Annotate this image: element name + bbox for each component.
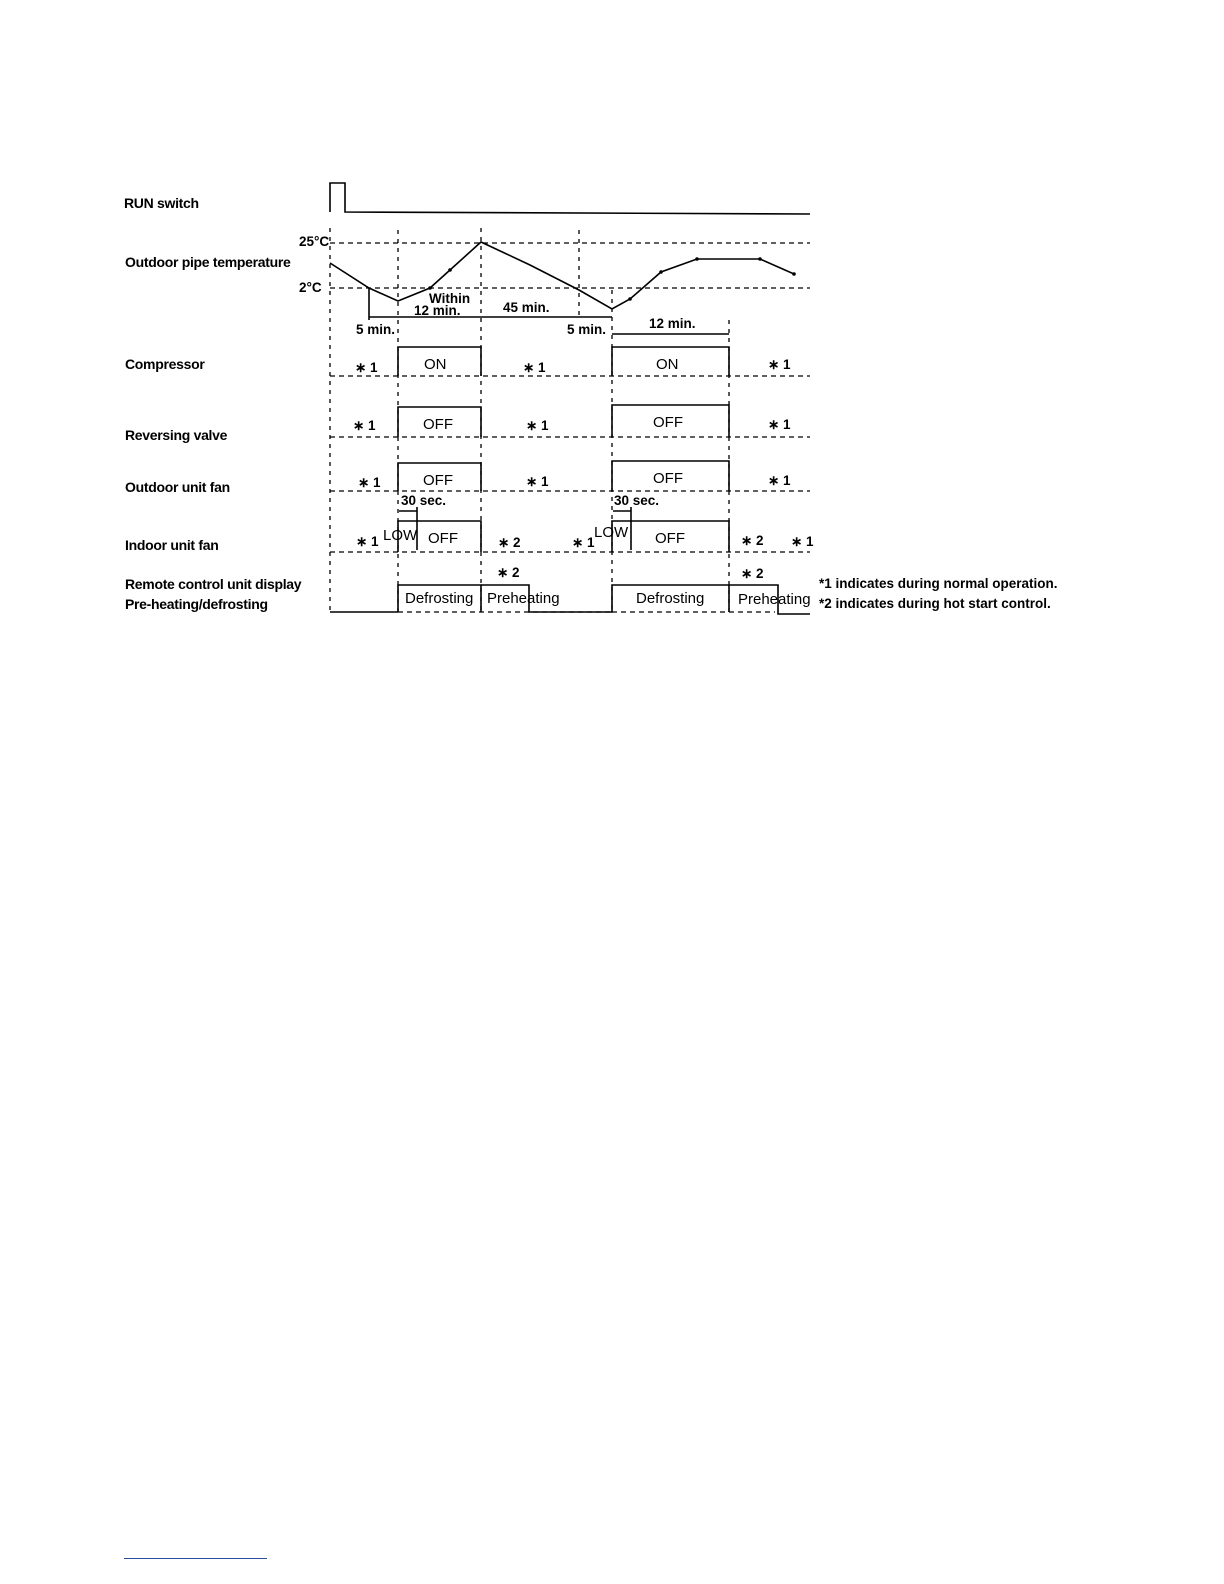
footnote-rule (124, 1558, 267, 1559)
compressor-star1-c: ∗ 1 (768, 357, 791, 372)
reversing-valve-star1-a: ∗ 1 (353, 418, 376, 433)
run-switch-signal (330, 183, 810, 214)
display-preheating-2: Preheating (738, 591, 811, 608)
label-reversing-valve: Reversing valve (125, 427, 228, 443)
display-preheating-1: Preheating (487, 590, 560, 607)
indoor-fan-star2-a: ∗ 2 (498, 535, 521, 550)
forty-five-min-label: 45 min. (503, 300, 550, 315)
twelve-min-a-label: 12 min. (414, 303, 461, 318)
thirty-sec-a-label: 30 sec. (401, 493, 447, 508)
reversing-valve-off-2: OFF (653, 414, 683, 431)
footnote-2: *2 indicates during hot start control. (819, 596, 1051, 611)
display-star2-b: ∗ 2 (741, 566, 764, 581)
label-outdoor-unit-fan: Outdoor unit fan (125, 479, 230, 495)
label-indoor-unit-fan: Indoor unit fan (125, 537, 219, 553)
label-outdoor-pipe-temperature: Outdoor pipe temperature (125, 254, 291, 270)
outdoor-fan-star1-c: ∗ 1 (768, 473, 791, 488)
label-remote-control-display: Remote control unit display (125, 576, 302, 592)
indoor-fan-star1-c: ∗ 1 (791, 534, 814, 549)
outdoor-fan-off-1: OFF (423, 472, 453, 489)
indoor-fan-star1-b: ∗ 1 (572, 535, 595, 550)
indoor-fan-low-1: LOW (383, 527, 418, 544)
compressor-star1-a: ∗ 1 (355, 360, 378, 375)
outdoor-fan-off-2: OFF (653, 470, 683, 487)
temp-low-label: 2°C (299, 280, 322, 295)
display-defrosting-2: Defrosting (636, 590, 705, 607)
within-label: Within (429, 291, 471, 306)
label-compressor: Compressor (125, 356, 205, 372)
compressor-star1-b: ∗ 1 (523, 360, 546, 375)
compressor-on-1: ON (424, 356, 447, 373)
twelve-min-b-label: 12 min. (649, 316, 696, 331)
reversing-valve-off-1: OFF (423, 416, 453, 433)
indoor-fan-star2-b: ∗ 2 (741, 533, 764, 548)
curve-points (428, 257, 796, 301)
reversing-valve-star1-c: ∗ 1 (768, 417, 791, 432)
outdoor-fan-star1-a: ∗ 1 (358, 475, 381, 490)
pipe-temperature-curve (330, 242, 794, 309)
indoor-fan-off-1: OFF (428, 530, 458, 547)
five-min-b-label: 5 min. (567, 322, 607, 337)
thirty-sec-b-label: 30 sec. (614, 493, 660, 508)
footnote-1: *1 indicates during normal operation. (819, 576, 1058, 591)
outdoor-fan-star1-b: ∗ 1 (526, 474, 549, 489)
indoor-fan-star1-a: ∗ 1 (356, 534, 379, 549)
display-star2-a: ∗ 2 (497, 565, 520, 580)
compressor-on-2: ON (656, 356, 679, 373)
five-min-a-label: 5 min. (356, 322, 396, 337)
reversing-valve-star1-b: ∗ 1 (526, 418, 549, 433)
temp-high-label: 25°C (299, 234, 330, 249)
indoor-fan-off-2: OFF (655, 530, 685, 547)
label-run-switch: RUN switch (124, 195, 199, 211)
display-defrosting-1: Defrosting (405, 590, 474, 607)
label-preheating-defrosting: Pre-heating/defrosting (125, 596, 268, 612)
indoor-fan-low-2: LOW (594, 524, 629, 541)
